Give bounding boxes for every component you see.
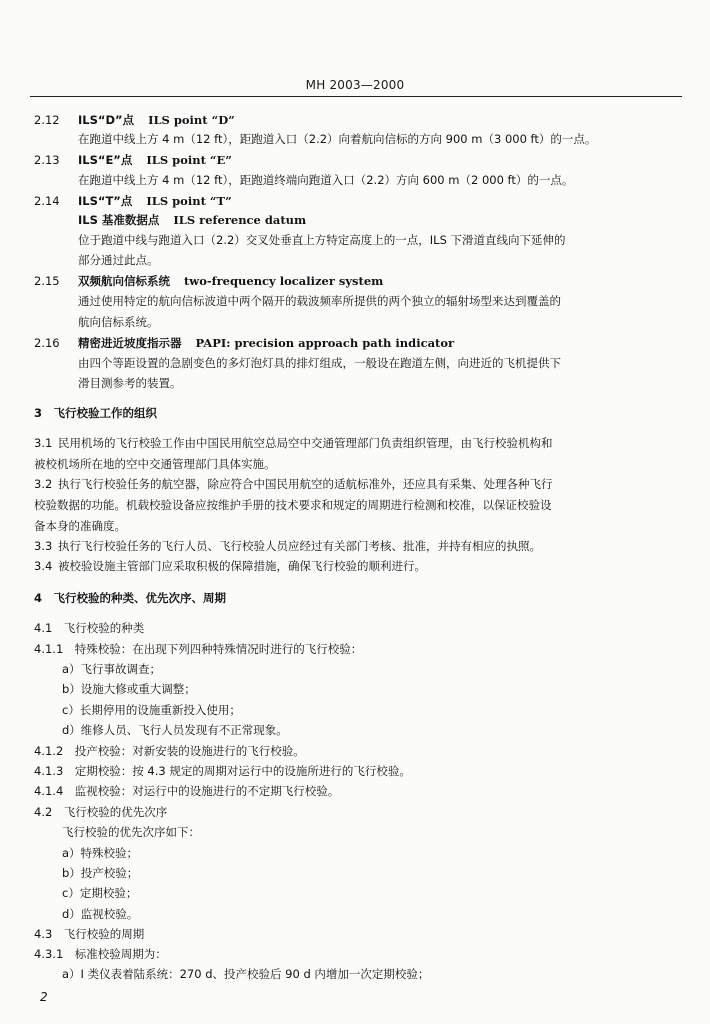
list-item: a）飞行事故调查； — [62, 662, 162, 676]
definition-term — [78, 273, 383, 289]
clause-number: 3.4 — [34, 559, 53, 573]
definition-term — [78, 152, 232, 168]
clause-number: 2.15 — [34, 274, 60, 288]
definition-alt-term — [78, 212, 306, 228]
clause-text: 执行飞行校验任务的航空器，除应符合中国民用航空的适航标准外，还应具有采集、处理各种飞行 — [58, 477, 553, 491]
header-divider — [30, 96, 682, 97]
definition-term — [78, 193, 232, 209]
clause-number: 2.16 — [34, 336, 60, 350]
definition-term — [78, 112, 235, 128]
list-item: d）监视校验。 — [62, 907, 139, 921]
term-english: ILS point “E” — [146, 153, 232, 167]
clause-text: 飞行校验的优先次序如下： — [62, 825, 200, 839]
list-item: d）维修人员、飞行人员发现有不正常现象。 — [62, 723, 288, 737]
standard-code-header: MH 2003—2000 — [305, 78, 405, 92]
term-chinese: ILS“D”点 — [78, 113, 135, 127]
clause-number: 3.3 — [34, 539, 53, 553]
term-chinese: ILS“T”点 — [78, 194, 133, 208]
clause-text: 4.1.3 定期校验：按 4.3 规定的周期对运行中的设施所进行的飞行校验。 — [34, 764, 411, 778]
definition-text: 由四个等距设置的急剧变色的多灯泡灯具的排灯组成，一般设在跑道左侧，向进近的飞机提供下 — [78, 356, 561, 370]
clause-text: 民用机场的飞行校验工作由中国民用航空总局空中交通管理部门负责组织管理，由飞行校验机构和 — [58, 436, 553, 450]
clause-number: 2.12 — [34, 113, 60, 127]
list-item: a）特殊校验； — [62, 846, 139, 860]
term-english: ILS point “T” — [146, 194, 232, 208]
list-item: b）设施大修或重大调整； — [62, 682, 196, 696]
term-chinese: 精密进近坡度指示器 — [78, 336, 182, 350]
clause-number: 2.14 — [34, 194, 60, 208]
clause-text: 备本身的准确度。 — [34, 519, 126, 533]
section-heading: 4 飞行校验的种类、优先次序、周期 — [34, 591, 226, 605]
term-english: ILS point “D” — [148, 113, 235, 127]
alt-term-chinese: ILS 基准数据点 — [78, 213, 160, 227]
clause-number: 3.2 — [34, 477, 53, 491]
term-english: two-frequency localizer system — [184, 274, 384, 288]
definition-text: 在跑道中线上方 4 m（12 ft），距跑道终端向跑道入口（2.2）方向 600 m（2 000 ft）的一点。 — [78, 173, 574, 187]
clause-text: 被校验设施主管部门应采取积极的保障措施，确保飞行校验的顺利进行。 — [58, 559, 426, 573]
clause-number: 3.1 — [34, 436, 53, 450]
subsection-heading: 4.3 飞行校验的周期 — [34, 927, 145, 941]
definition-term — [78, 335, 454, 351]
clause-text: 校验数据的功能。机载校验设备应按维护手册的技术要求和规定的周期进行检测和校准，以保证校验设 — [34, 498, 552, 512]
definition-text: 通过使用特定的航向信标波道中两个隔开的载波频率所提供的两个独立的辐射场型来达到覆盖的 — [78, 294, 561, 308]
definition-text: 航向信标系统。 — [78, 315, 159, 329]
definition-text: 位于跑道中线与跑道入口（2.2）交叉处垂直上方特定高度上的一点，ILS 下滑道直线向下延伸的 — [78, 233, 566, 247]
definition-text: 滑目测参考的装置。 — [78, 376, 182, 390]
subsection-heading: 4.1 飞行校验的种类 — [34, 621, 145, 635]
alt-term-english: ILS reference datum — [173, 213, 307, 227]
clause-text: 被校机场所在地的空中交通管理部门具体实施。 — [34, 457, 276, 471]
list-item: c）定期校验； — [62, 886, 138, 900]
list-item: b）投产校验； — [62, 866, 139, 880]
subsection-heading: 4.2 飞行校验的优先次序 — [34, 805, 168, 819]
list-item: a）I 类仪表着陆系统：270 d、投产校验后 90 d 内增加一次定期校验； — [62, 967, 430, 981]
term-english: PAPI: precision approach path indicator — [195, 336, 455, 350]
clause-text: 执行飞行校验任务的飞行人员、飞行校验人员应经过有关部门考核、批准，并持有相应的执照。 — [58, 539, 541, 553]
clause-text: 4.3.1 标准校验周期为： — [34, 947, 167, 961]
term-chinese: 双频航向信标系统 — [78, 274, 170, 288]
list-item: c）长期停用的设施重新投入使用； — [62, 703, 241, 717]
term-chinese: ILS“E”点 — [78, 153, 133, 167]
clause-text: 4.1.4 监视校验：对运行中的设施进行的不定期飞行校验。 — [34, 784, 340, 798]
definition-text: 部分通过此点。 — [78, 253, 159, 267]
definition-text: 在跑道中线上方 4 m（12 ft），距跑道入口（2.2）向着航向信标的方向 900 m（3 000 ft）的一点。 — [78, 132, 597, 146]
clause-number: 2.13 — [34, 153, 60, 167]
section-heading: 3 飞行校验工作的组织 — [34, 406, 158, 420]
clause-text: 4.1.1 特殊校验：在出现下列四种特殊情况时进行的飞行校验： — [34, 642, 363, 656]
clause-text: 4.1.2 投产校验：对新安装的设施进行的飞行校验。 — [34, 744, 305, 758]
page-number: 2 — [40, 990, 48, 1004]
